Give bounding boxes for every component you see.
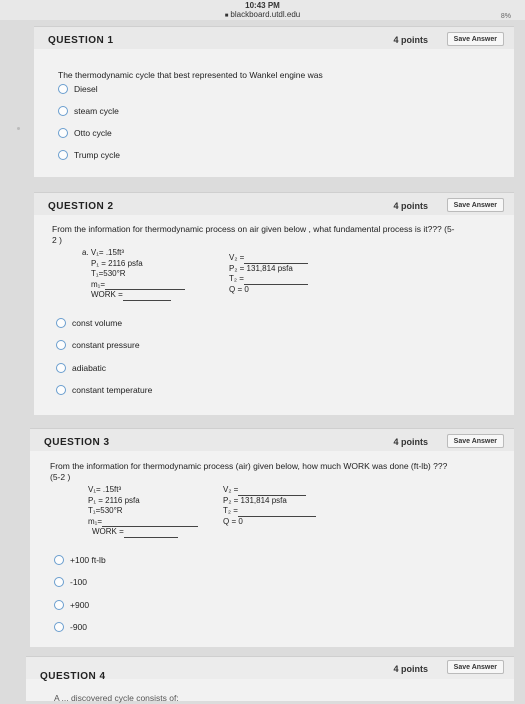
- value-p1: P₁ = 2116 psfa: [91, 258, 143, 268]
- option-adiabatic[interactable]: [56, 363, 106, 373]
- option-label: +100 ft-lb: [70, 555, 106, 565]
- blank-line: [238, 487, 306, 496]
- value-q: Q = 0: [223, 516, 243, 526]
- question-1: [34, 26, 514, 177]
- blank-line: [244, 276, 308, 285]
- value-t1: T₁=530°R: [91, 269, 126, 278]
- status-bar: [0, 0, 525, 20]
- blank-line: [238, 508, 316, 517]
- value-v2: V₂ =: [223, 485, 239, 494]
- option-label: adiabatic: [72, 363, 107, 373]
- prompt-line: From the information for thermodynamic process on air given below , what fundamental process is it??? (5-: [52, 224, 455, 234]
- radio-button[interactable]: [58, 106, 68, 116]
- radio-button[interactable]: [56, 340, 66, 350]
- prompt-line: (5-2 ): [50, 472, 71, 482]
- question-title: QUESTION 3: [44, 437, 110, 448]
- radio-button[interactable]: [58, 128, 68, 138]
- prompt-line: From the information for thermodynamic process (air) given below, how much WORK was done (ft-lb) ???: [50, 461, 448, 471]
- clock: 10:43 PM: [245, 1, 280, 10]
- radio-button[interactable]: [58, 150, 68, 160]
- radio-button[interactable]: [58, 84, 68, 94]
- blank-line: [102, 518, 198, 527]
- question-prompt: A ... discovered cycle consists of:: [54, 693, 179, 703]
- question-3: [30, 428, 514, 647]
- given-values-left: [88, 485, 198, 538]
- option-label: +900: [70, 600, 90, 610]
- option-label: constant temperature: [72, 385, 153, 395]
- radio-button[interactable]: [54, 600, 64, 610]
- value-t2: T₂ =: [229, 274, 244, 283]
- blank-line: [244, 255, 308, 264]
- points-label: 4 points: [393, 201, 428, 211]
- battery-indicator: 8%: [500, 13, 511, 20]
- radio-button[interactable]: [54, 622, 64, 632]
- question-prompt: [52, 224, 512, 246]
- radio-button[interactable]: [56, 363, 66, 373]
- given-values-left: [82, 248, 185, 301]
- points-label: 4 points: [393, 35, 428, 45]
- save-answer-button[interactable]: Save Answer: [447, 434, 504, 448]
- radio-button[interactable]: [56, 318, 66, 328]
- value-m1: m₁=: [88, 516, 103, 526]
- url-text: blackboard.utdl.edu: [230, 10, 301, 19]
- blank-line: [105, 281, 185, 290]
- given-values-right: [229, 253, 308, 295]
- value-q: Q = 0: [229, 284, 249, 294]
- value-v1: V₁= .15ft³: [88, 485, 122, 494]
- option-const-volume[interactable]: [56, 318, 122, 328]
- option-label: Diesel: [74, 84, 98, 94]
- option-minus-100[interactable]: [54, 577, 87, 587]
- option-label: const volume: [72, 318, 123, 328]
- option-otto-cycle[interactable]: [58, 128, 112, 138]
- question-3-header: [30, 429, 514, 451]
- question-2: [34, 192, 514, 415]
- value-t2: T₂ =: [223, 506, 238, 515]
- option-label: Otto cycle: [74, 128, 112, 138]
- option-plus-100[interactable]: [54, 555, 106, 565]
- value-v2: V₂ =: [229, 253, 245, 262]
- radio-button[interactable]: [56, 385, 66, 395]
- question-title: QUESTION 4: [40, 671, 106, 682]
- option-constant-pressure[interactable]: [56, 340, 140, 350]
- url-bar[interactable]: [0, 10, 525, 21]
- question-1-header: [34, 27, 514, 49]
- option-steam-cycle[interactable]: [58, 106, 119, 116]
- option-plus-900[interactable]: [54, 600, 89, 610]
- value-p2: P₂ = 131,814 psfa: [223, 495, 287, 505]
- option-constant-temperature[interactable]: [56, 385, 152, 395]
- blank-line: [124, 529, 178, 538]
- option-minus-900[interactable]: [54, 622, 87, 632]
- question-4: [26, 656, 514, 701]
- scroll-dot: [17, 127, 20, 130]
- option-label: -100: [70, 577, 88, 587]
- option-label: Trump cycle: [74, 150, 120, 160]
- value-work: WORK =: [91, 290, 123, 299]
- question-2-header: [34, 193, 514, 215]
- value-p1: P₁ = 2116 psfa: [88, 495, 140, 505]
- value-p2: P₂ = 131,814 psfa: [229, 263, 293, 273]
- radio-button[interactable]: [54, 577, 64, 587]
- question-prompt: The thermodynamic cycle that best represented to Wankel engine was: [58, 70, 323, 80]
- radio-button[interactable]: [54, 555, 64, 565]
- save-answer-button[interactable]: Save Answer: [447, 32, 504, 46]
- given-values-right: [223, 485, 316, 527]
- option-label: -900: [70, 622, 88, 632]
- question-title: QUESTION 1: [48, 35, 114, 46]
- question-title: QUESTION 2: [48, 201, 114, 212]
- option-label: constant pressure: [72, 340, 140, 350]
- question-4-header: [26, 657, 514, 682]
- lock-icon: ■: [224, 13, 229, 19]
- option-label: steam cycle: [74, 106, 119, 116]
- option-trump-cycle[interactable]: [58, 150, 120, 160]
- save-answer-button[interactable]: Save Answer: [447, 660, 504, 674]
- save-answer-button[interactable]: Save Answer: [447, 198, 504, 212]
- option-diesel[interactable]: [58, 84, 98, 94]
- question-prompt: [50, 461, 510, 483]
- points-label: 4 points: [393, 664, 428, 674]
- value-v1: a. V₁= .15ft³: [82, 248, 125, 257]
- value-m1: m₁=: [91, 279, 106, 289]
- value-t1: T₁=530°R: [88, 506, 123, 515]
- blank-line: [123, 292, 171, 301]
- prompt-line: 2 ): [52, 235, 62, 245]
- points-label: 4 points: [393, 437, 428, 447]
- value-work: WORK =: [92, 527, 124, 536]
